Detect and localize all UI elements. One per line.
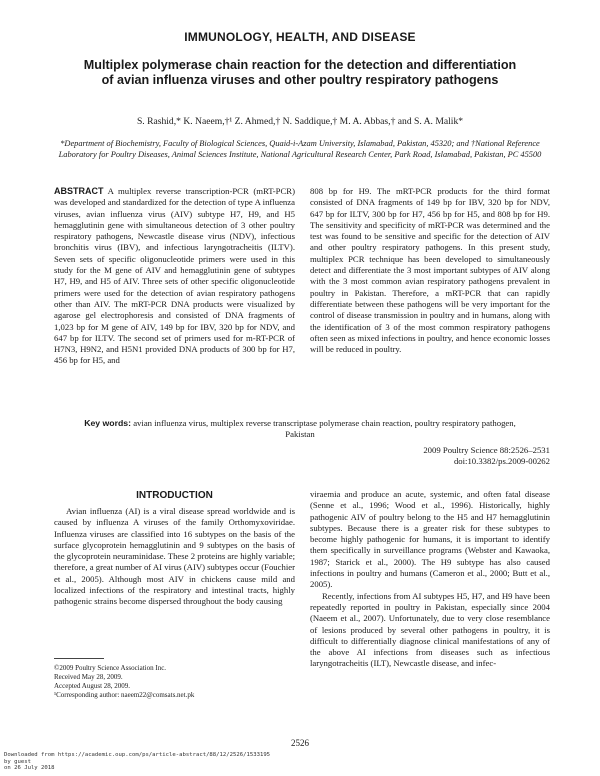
introduction-right-column [310,489,550,670]
corresponding-author: ¹Corresponding author: naeem22@comsats.net.pk [54,691,195,699]
download-date: on 26 July 2018 [4,765,55,772]
author-list: S. Rashid,* K. Naeem,†¹ Z. Ahmed,† N. Saddique,† M. A. Abbas,† and S. A. Malik* [136,116,464,127]
download-user: by guest [4,758,31,765]
journal-citation: 2009 Poultry Science 88:2526–2531 [423,445,550,455]
abstract-text-left: A multiplex reverse transcription-PCR (mRT-PCR) was developed and standardized for the detection of type A influenza viruses, avian influenza virus (AIV) subtype H7, H9, and H5 hemagglutinin gene with simultaneous detection of 3 other poultry respiratory pathogens, Newcastle disease virus (NDV), infectious bronchitis virus (IBV), and infectious laryngotracheitis (ILTV). Seven sets of specific oligonucleotide primers were used in this study for the M gene of AIV and hemagglutinin gene of subtypes H7, H9, and H5 of AIV. Three sets of other specific oligonucleotide primers were used for the detection of avian respiratory pathogens other than AIV. The mRT-PCR DNA products were visualized by agarose gel electrophoresis and consisted of DNA fragments of 1,023 bp for M gene of AIV, 149 bp for IBV, 320 bp for NDV, and 647 bp for ILTV. The second set of primers used for m-RT-PCR of H7N3, H9N2, and H5N1 provided DNA products of 300 bp for H7, 456 bp for H5, and [54,186,295,366]
received-date: Received May 28, 2009. [54,673,123,681]
introduction-heading: INTRODUCTION [136,490,213,501]
download-watermark [4,752,404,772]
accepted-date: Accepted August 28, 2009. [54,682,131,690]
keywords [80,418,520,440]
footnotes [54,664,295,700]
title-line-2: of avian influenza viruses and other poultry respiratory pathogens [101,73,499,87]
abstract-right-column [310,186,550,355]
article-title [40,58,560,88]
introduction-left-column [54,506,295,608]
footnote-divider [54,658,104,659]
affiliations: *Department of Biochemistry, Faculty of Biological Sciences, Quaid-i-Azam University, Islamabad, Pakistan, 45320; and †National Reference Laboratory for Poultry Diseases, Animal Sciences Institute, National Agricultural Research Center, Park Road, Islamabad, Pakistan, PC 45500 [58,139,542,159]
citation-block [300,445,550,467]
intro-paragraph-2: Recently, infections from AI subtypes H5, H7, and H9 have been repeatedly reported in poultry in Pakistan, especially since 2004 (Naeem et al., 2007). Unfortunately, due to very close resemblance of lesions produced by several other pathogens in poultry, it is difficult to differentially diagnose clinical manifestations of any of the above AI infections from diseases such as infectious laryngotracheitis (ILT), Newcastle disease, and infec- [310,590,550,669]
intro-paragraph-1: Avian influenza (AI) is a viral disease spread worldwide and is caused by influenza A viruses of the family Orthomyxoviridae. Influenza viruses are classified into 16 subtypes on the basis of the surface glycoprotein hemagglutinin and 9 subtypes on the basis of the glycoprotein neuraminidase. These 2 proteins are highly variable; therefore, a great number of AI virus (AIV) subtypes occur (Fouchier et al., 2005). Although most AIV in chickens cause mild and localized infections of the respiratory and intestinal tracts, highly pathogenic strains become dispersed throughout the body causing [54,506,295,607]
doi-link[interactable]: doi:10.3382/ps.2009-00262 [453,456,550,466]
copyright-note: ©2009 Poultry Science Association Inc. [54,664,167,672]
keywords-label: Key words: [84,418,132,428]
abstract-left-column [54,186,295,367]
download-source: Downloaded from https://academic.oup.com/ps/article-abstract/88/12/2526/1533195 [4,752,271,758]
keywords-text: avian influenza virus, multiplex reverse transcriptase polymerase chain reaction, poultry respiratory pathogen, Pakistan [133,418,516,439]
section-heading: IMMUNOLOGY, HEALTH, AND DISEASE [184,30,416,44]
intro-paragraph-1-continued: viraemia and produce an acute, systemic, and often fatal disease (Senne et al., 1996; Wood et al., 1996). Historically, highly pathogenic AIV of poultry belong to the H5 and H7 hemagglutinin subtypes. Because there is a greater risk for these subtypes to become highly pathogenic for humans, it is important to identify them specifically in surveillance programs (Webster and Kawaoka, 1987; Starick et al., 2000). The H9 subtype has also caused infections in poultry and humans (Cameron et al., 2000; Butt et al., 2005). [310,489,550,590]
abstract-text-right: 808 bp for H9. The mRT-PCR products for the third format consisted of DNA fragments of 149 bp for IBV, 320 bp for NDV, 647 bp for ILTV, 300 bp for H7, 456 bp for H5, and 808 bp for H9. The sensitivity and specificity of mRT-PCR was determined and the test was found to be sensitive and specific for the detection of AIV and other poultry respiratory pathogens. In this present study, multiplex PCR technique has been developed to simultaneously detect and differentiate the 3 most important subtypes of AIV along with the 3 most common avian respiratory pathogens prevalent in poultry in Pakistan. Therefore, a mRT-PCR that can rapidly differentiate between these pathogens will be very important for the control of disease transmission in poultry and in humans, along with the identification of 3 of the most common respiratory pathogens often seen as mixed infections in poultry, and hence economic losses will be reduced in poultry. [310,186,550,355]
page-number: 2526 [291,738,309,748]
abstract-label: ABSTRACT [54,186,104,196]
title-line-1: Multiplex polymerase chain reaction for the detection and differentiation [83,58,517,72]
